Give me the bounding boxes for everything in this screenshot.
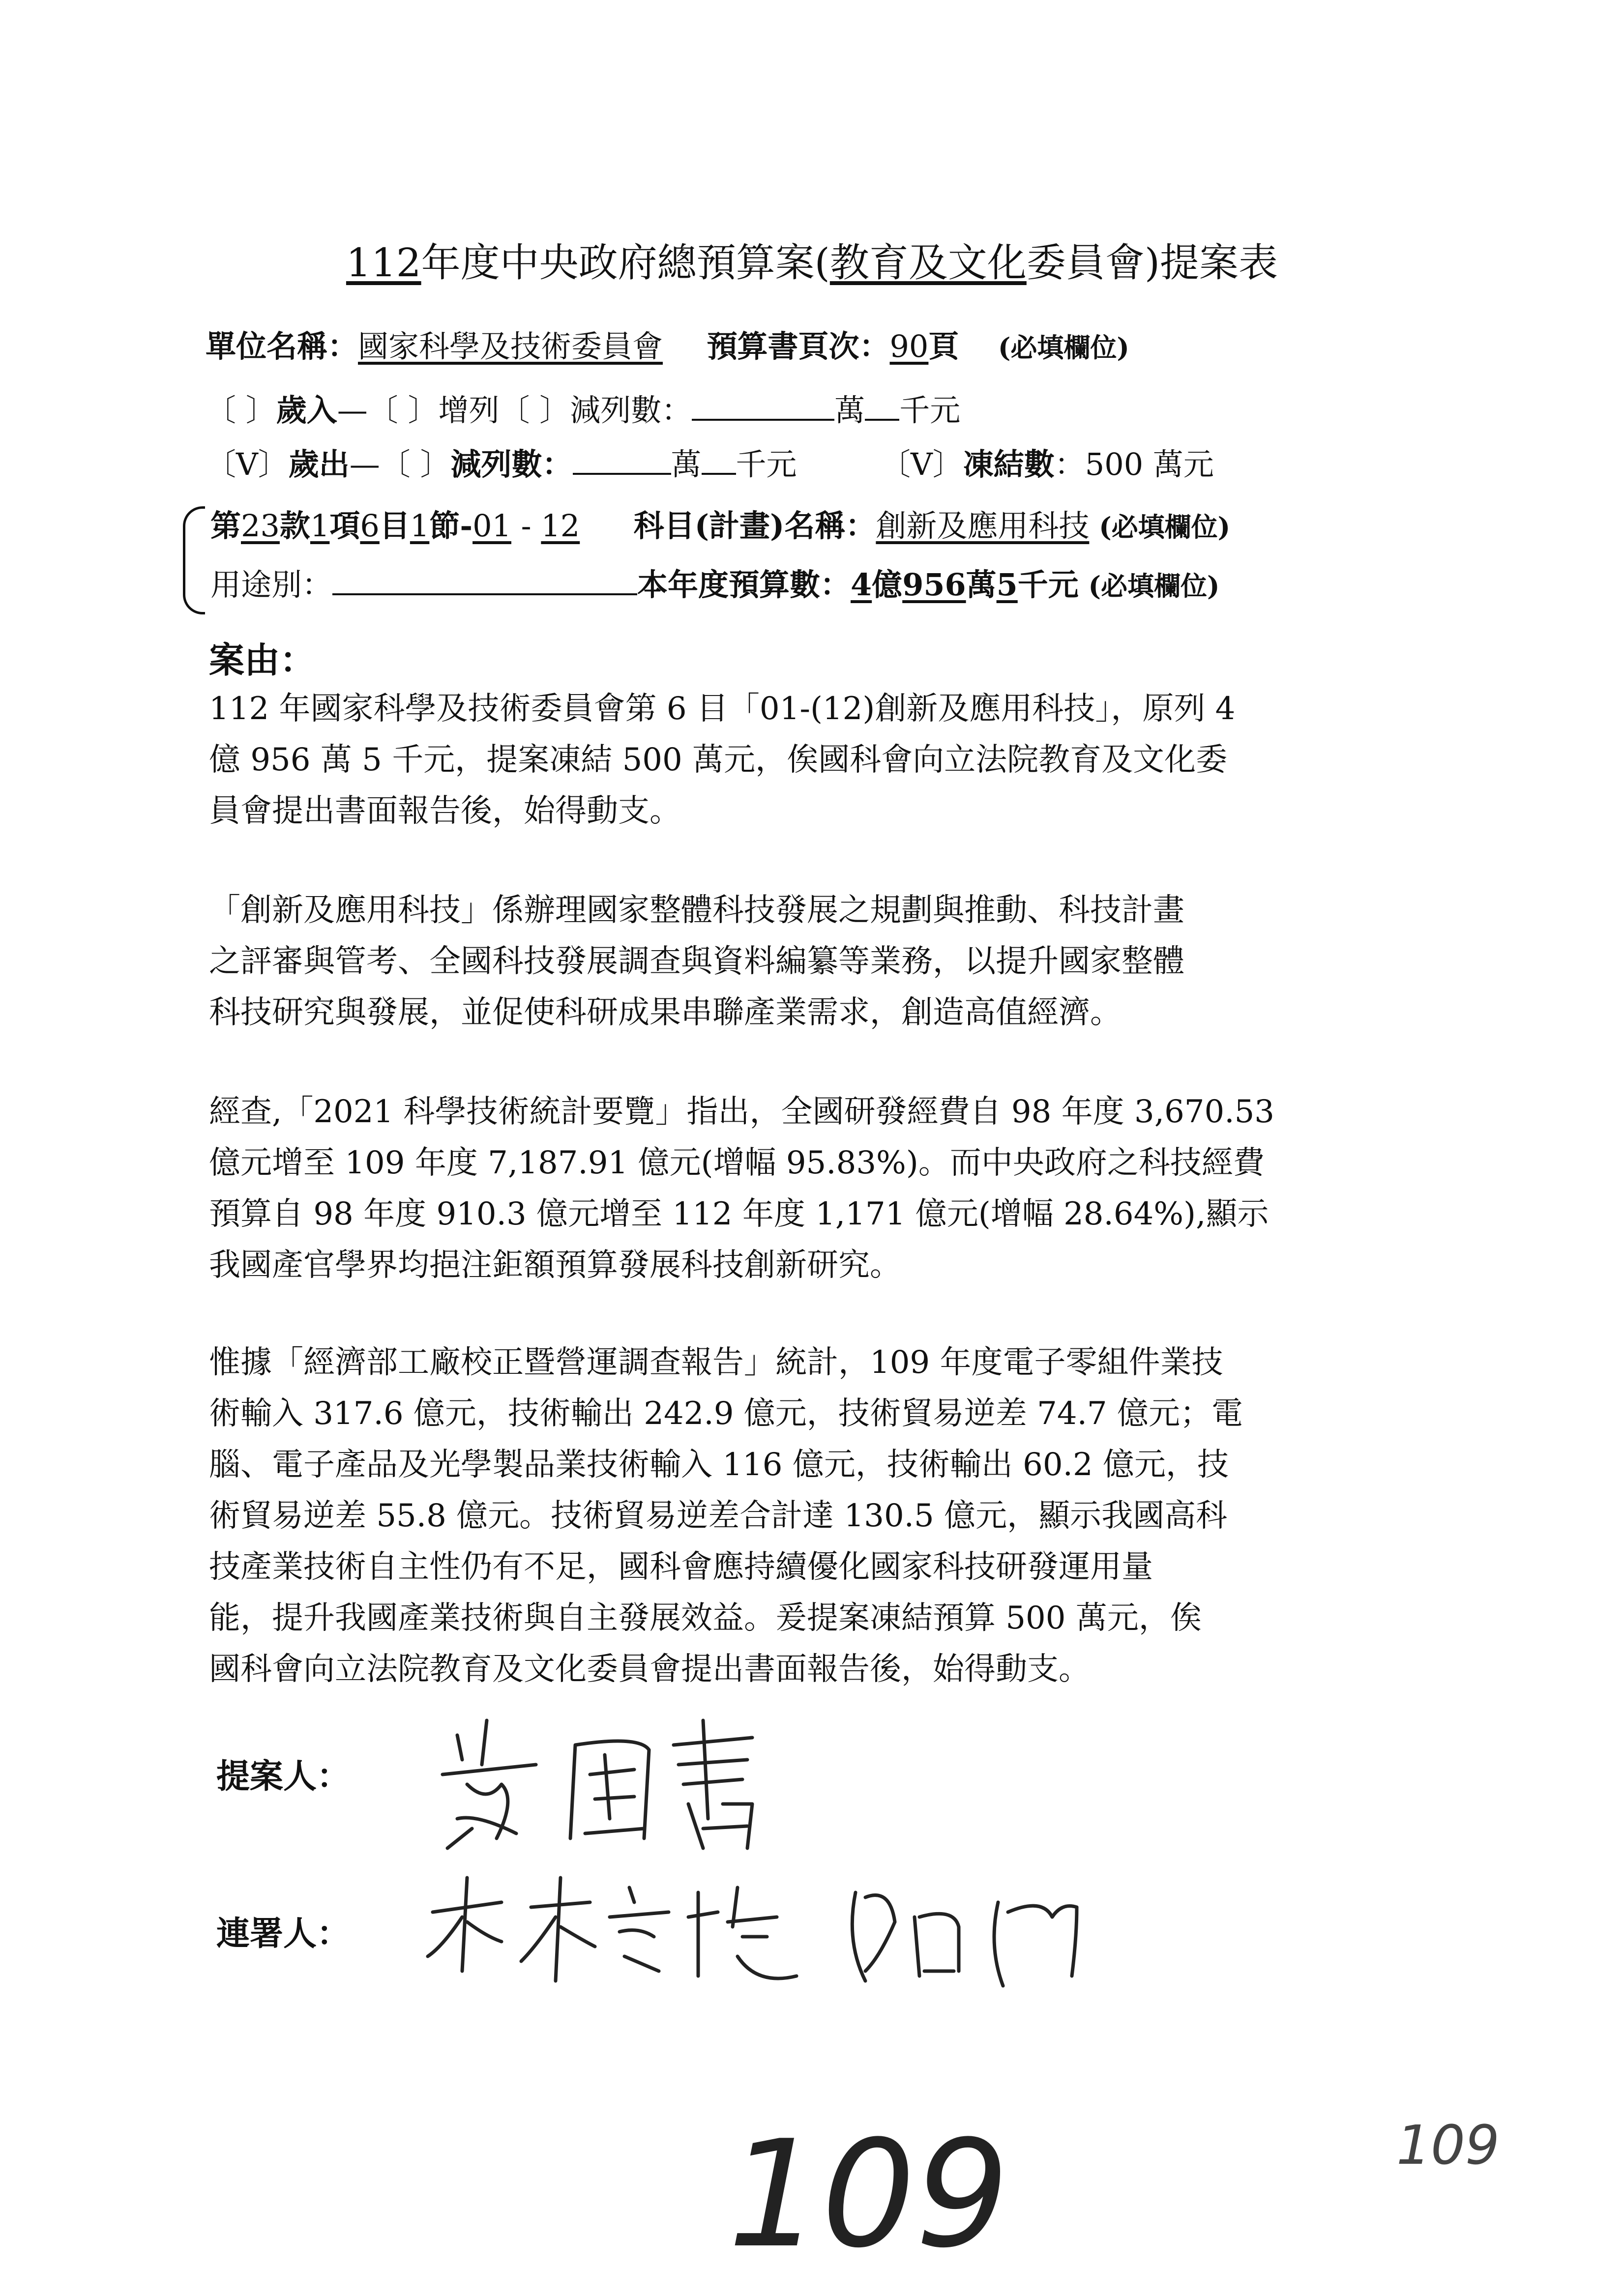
cosigner-label: 連署人： <box>216 1914 351 1953</box>
subject-label: 科目(計畫)名稱： <box>633 508 876 544</box>
paragraph-line: 腦、電子產品及光學製品業技術輸入 116 億元，技術輸出 60.2 億元，技 <box>209 1447 1229 1483</box>
expense-reduce-blank <box>573 448 671 475</box>
sub-number-1: 01 <box>472 508 511 544</box>
unit-line <box>206 322 1129 366</box>
paragraph-line: 億 956 萬 5 千元，提案凍結 500 萬元，俟國科會向立法院教育及文化委 <box>209 742 1228 778</box>
jie-label: 節- <box>429 508 473 544</box>
paragraph-line: 億元增至 109 年度 7,187.91 億元(增幅 95.83%)。而中央政府之科技經費 <box>209 1145 1265 1181</box>
kuan-number: 23 <box>241 508 280 544</box>
mu-number: 6 <box>360 508 380 544</box>
sub-number-2: 12 <box>541 508 580 544</box>
revenue-dash: — <box>337 392 368 428</box>
add-checkbox: 〔 〕 <box>367 392 439 428</box>
use-line <box>210 560 1220 604</box>
item-brace <box>183 506 205 614</box>
freeze-checkbox: 〔V〕 <box>880 446 963 482</box>
handwritten-page-number-large: 109 <box>728 2109 1009 2280</box>
thousand-unit: 千元 <box>899 392 961 428</box>
paragraph-2 <box>209 885 1409 1038</box>
paragraph-line: 112 年國家科學及技術委員會第 6 目「01-(12)創新及應用科技」，原列 4 <box>209 691 1236 727</box>
required-note: (必填欄位) <box>998 332 1129 363</box>
subject-required-note: (必填欄位) <box>1099 511 1231 543</box>
paragraph-line: 能，提升我國產業技術與自主發展效益。爰提案凍結預算 500 萬元，俟 <box>209 1600 1202 1636</box>
item-line <box>210 501 1230 545</box>
paragraph-line: 術貿易逆差 55.8 億元。技術貿易逆差合計達 130.5 億元，顯示我國高科 <box>209 1498 1228 1534</box>
paragraph-4 <box>209 1337 1409 1695</box>
item-prefix: 第 <box>210 508 241 544</box>
handwritten-page-number-small: 109 <box>1396 2114 1500 2177</box>
page-label: 預算書頁次： <box>707 328 890 364</box>
paragraph-line: 員會提出書面報告後，始得動支。 <box>209 793 681 829</box>
unit-name: 國家科學及技術委員會 <box>358 328 663 364</box>
expense-checkbox: 〔V〕 <box>206 446 289 482</box>
proposer-signature <box>428 1691 831 1858</box>
reduce-checkbox: 〔 〕 <box>499 392 570 428</box>
xiang-number: 1 <box>310 508 330 544</box>
paragraph-1 <box>209 683 1409 837</box>
budget-wan-unit: 萬 <box>966 567 997 603</box>
add-label: 增列 <box>438 392 500 428</box>
expense-line <box>206 440 1214 484</box>
use-label: 用途別： <box>210 567 333 603</box>
cosigner-signature <box>423 1858 1229 1996</box>
budget-qian-unit: 千元 <box>1017 567 1079 603</box>
revenue-label: 歲入 <box>276 392 337 428</box>
title-year: 112 <box>346 240 421 286</box>
paragraph-line: 之評審與管考、全國科技發展調查與資料編纂等業務，以提升國家整體 <box>209 943 1184 980</box>
mu-label: 目 <box>379 508 410 544</box>
page-number-field: 90 <box>889 328 929 364</box>
expense-thousand-blank <box>702 448 736 475</box>
paragraph-line: 技產業技術自主性仍有不足，國科會應持續優化國家科技研發運用量 <box>209 1549 1153 1585</box>
use-blank <box>332 569 637 595</box>
reduce-amount-blank <box>692 394 834 421</box>
paragraph-line: 我國產官學界均挹注鉅額預算發展科技創新研究。 <box>209 1247 901 1283</box>
xiang-label: 項 <box>329 508 360 544</box>
thousand-blank <box>865 394 899 421</box>
title-text-b: 委員會)提案表 <box>1026 240 1278 286</box>
budget-label: 本年度預算數： <box>637 567 851 603</box>
budget-yi: 4 <box>851 567 872 603</box>
expense-label: 歲出 <box>288 446 350 482</box>
expense-wan-unit: 萬 <box>671 446 702 482</box>
paragraph-line: 預算自 98 年度 910.3 億元增至 112 年度 1,171 億元(增幅 28.64%),顯示 <box>209 1196 1269 1232</box>
title-text-a: 年度中央政府總預算案( <box>421 240 830 286</box>
expense-reduce-label: 減列數： <box>450 446 573 482</box>
wan-unit: 萬 <box>834 392 865 428</box>
budget-yi-unit: 億 <box>872 567 903 603</box>
paragraph-3 <box>209 1086 1409 1291</box>
expense-reduce-checkbox: 〔 〕 <box>380 446 451 482</box>
revenue-checkbox: 〔 〕 <box>206 392 276 428</box>
paragraph-line: 經查,「2021 科學技術統計要覽」指出，全國研發經費自 98 年度 3,670.53 <box>209 1094 1275 1130</box>
page-unit: 頁 <box>928 328 959 364</box>
reduce-label: 減列數： <box>570 392 692 428</box>
expense-thousand-unit: 千元 <box>736 446 797 482</box>
paragraph-line: 惟據「經濟部工廠校正暨營運調查報告」統計，109 年度電子零組件業技 <box>209 1344 1223 1381</box>
revenue-line <box>206 386 960 430</box>
paragraph-line: 國科會向立法院教育及文化委員會提出書面報告後，始得動支。 <box>209 1651 1090 1687</box>
freeze-value: ：500 萬元 <box>1054 446 1214 482</box>
paragraph-line: 科技研究與發展，並促使科研成果串聯產業需求，創造高值經濟。 <box>209 994 1122 1031</box>
paragraph-line: 「創新及應用科技」係辦理國家整體科技發展之規劃與推動、科技計畫 <box>209 892 1184 929</box>
title-committee: 教育及文化 <box>829 240 1027 286</box>
subject-name: 創新及應用科技 <box>876 508 1090 544</box>
reason-heading: 案由： <box>209 639 316 681</box>
sub-separator: - <box>511 508 541 544</box>
expense-dash: — <box>349 446 380 482</box>
proposer-label: 提案人： <box>216 1757 351 1796</box>
budget-qian: 5 <box>996 567 1018 603</box>
kuan-label: 款 <box>279 508 310 544</box>
jie-number: 1 <box>410 508 430 544</box>
unit-label: 單位名稱： <box>206 328 358 364</box>
budget-wan: 956 <box>902 567 966 603</box>
paragraph-line: 術輸入 317.6 億元，技術輸出 242.9 億元，技術貿易逆差 74.7 億元；電 <box>209 1395 1243 1432</box>
freeze-label: 凍結數 <box>963 446 1055 482</box>
page-title <box>0 231 1624 288</box>
budget-required-note: (必填欄位) <box>1088 570 1220 602</box>
